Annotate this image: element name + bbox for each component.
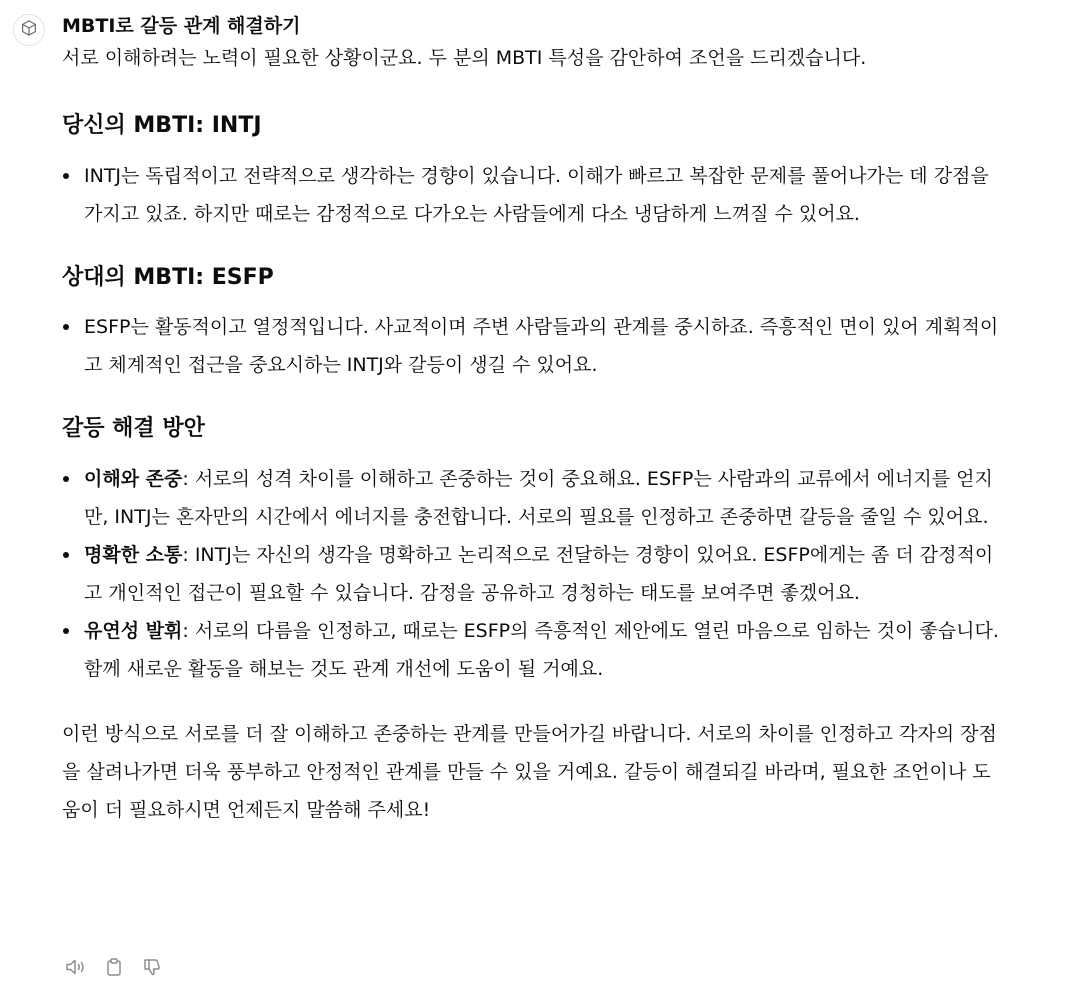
message-actions xyxy=(60,955,168,983)
list-item-bold: 유연성 발휘 xyxy=(84,620,183,642)
list-item-text: : INTJ는 자신의 생각을 명확하고 논리적으로 전달하는 경향이 있어요. ESFP에게는 좀 더 감정적이고 개인적인 접근이 필요할 수 있습니다. 감정을 공유하고 경청하는 태도를 보여주면 좋겠어요. xyxy=(84,544,994,604)
list-item xyxy=(62,536,1002,612)
read-aloud-button[interactable] xyxy=(60,955,92,983)
thumbs-down-button[interactable] xyxy=(136,955,168,983)
list-item xyxy=(62,308,1002,384)
copy-button[interactable] xyxy=(98,955,130,983)
list-item xyxy=(62,460,1002,536)
thumbs-down-icon xyxy=(142,957,162,981)
list-item-text: : 서로의 성격 차이를 이해하고 존중하는 것이 중요해요. ESFP는 사람과의 교류에서 에너지를 얻지만, INTJ는 혼자만의 시간에서 에너지를 충전합니다. 서로의 필요를 인정하고 존중하면 갈등을 줄일 수 있어요. xyxy=(84,468,993,528)
list-item-text: ESFP는 활동적이고 열정적입니다. 사교적이며 주변 사람들과의 관계를 중시하죠. 즉흥적인 면이 있어 계획적이고 체계적인 접근을 중요시하는 INTJ와 갈등이 생길 수 있어요. xyxy=(84,316,999,376)
list-item-bold: 이해와 존중 xyxy=(84,468,183,490)
intro-paragraph: 서로 이해하려는 노력이 필요한 상황이군요. 두 분의 MBTI 특성을 감안하여 조언을 드리겠습니다. xyxy=(62,47,867,69)
assistant-message xyxy=(62,11,1002,829)
closing-paragraph: 이런 방식으로 서로를 더 잘 이해하고 존중하는 관계를 만들어가길 바랍니다. 서로의 차이를 인정하고 각자의 장점을 살려나가면 더욱 풍부하고 안정적인 관계를 만들 수 있을 거예요. 갈등이 해결되길 바라며, 필요한 조언이나 도움이 더 필요하시면 언제든지 말씀해 주세요! xyxy=(62,723,997,821)
list-item-text: INTJ는 독립적이고 전략적으로 생각하는 경향이 있습니다. 이해가 빠르고 복잡한 문제를 풀어나가는 데 강점을 가지고 있죠. 하지만 때로는 감정적으로 다가오는 사람들에게 다소 냉담하게 느껴질 수 있어요. xyxy=(84,165,989,225)
message-title: MBTI로 갈등 관계 해결하기 xyxy=(62,15,301,37)
resolution-list xyxy=(62,460,1002,688)
list-item xyxy=(62,157,1002,233)
list-item-text: : 서로의 다름을 인정하고, 때로는 ESFP의 즉흥적인 제안에도 열린 마음으로 임하는 것이 좋습니다. 함께 새로운 활동을 해보는 것도 관계 개선에 도움이 될 거예요. xyxy=(84,620,999,680)
cube-icon xyxy=(20,19,38,41)
assistant-avatar xyxy=(13,14,45,46)
section-heading-my-mbti: 당신의 MBTI: INTJ xyxy=(62,113,262,138)
clipboard-icon xyxy=(104,957,124,981)
list-item xyxy=(62,612,1002,688)
list-item-bold: 명확한 소통 xyxy=(84,544,183,566)
partner-mbti-list xyxy=(62,308,1002,384)
section-heading-partner-mbti: 상대의 MBTI: ESFP xyxy=(62,265,274,290)
section-heading-resolution: 갈등 해결 방안 xyxy=(62,416,205,441)
my-mbti-list xyxy=(62,157,1002,233)
speaker-icon xyxy=(64,957,88,981)
